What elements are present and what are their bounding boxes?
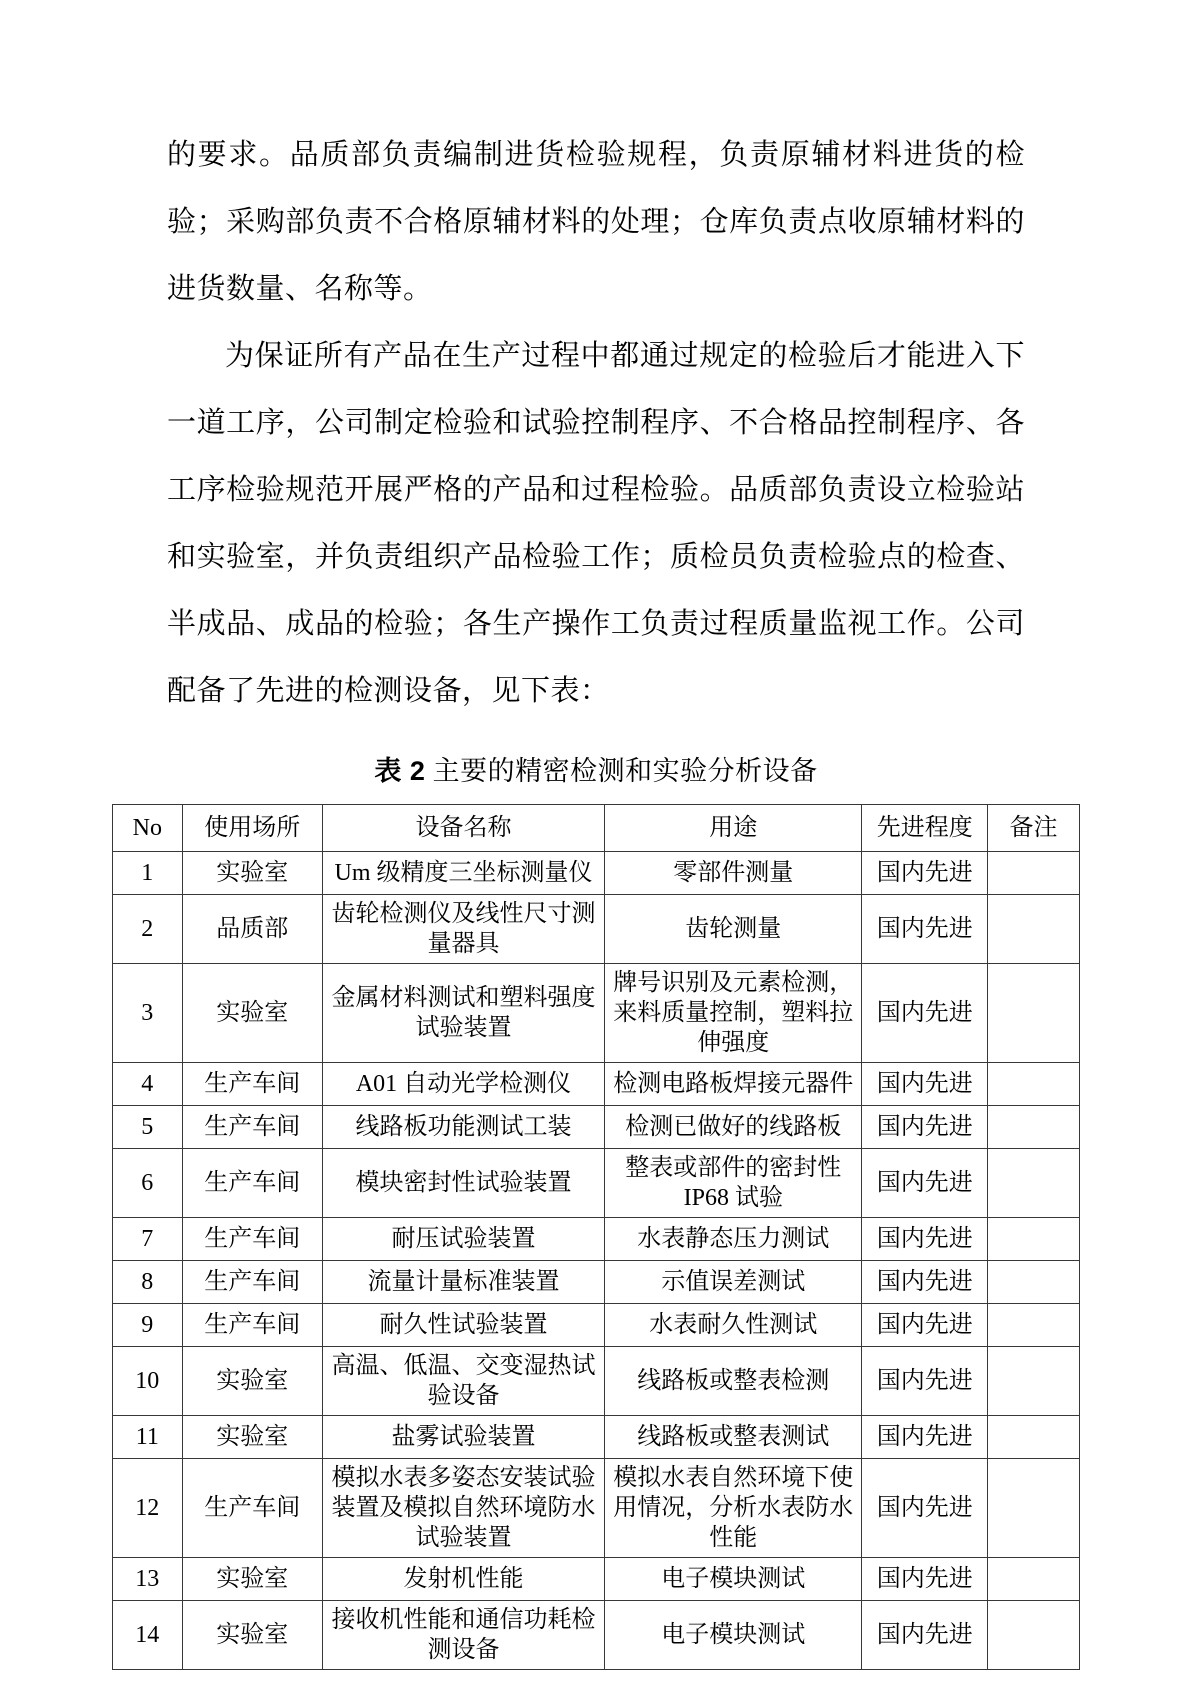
table-cell: 国内先进 — [862, 1601, 988, 1670]
table-cell: 模拟水表自然环境下使用情况，分析水表防水性能 — [605, 1459, 862, 1558]
paragraph-process-inspection: 为保证所有产品在生产过程中都通过规定的检验后才能进入下一道工序，公司制定检验和试验控制程序、不合格品控制程序、各工序检验规范开展严格的产品和过程检验。品质部负责设立检验站和实验室，并负责组织产品检验工作；质检员负责检验点的检查、半成品、成品的检验；各生产操作工负责过程质量监视工作。公司配备了先进的检测设备，见下表： — [167, 340, 1025, 707]
table-row — [113, 1601, 1080, 1670]
table-cell: A01 自动光学检测仪 — [322, 1063, 604, 1106]
table-cell — [988, 1149, 1080, 1218]
table-row — [113, 1416, 1080, 1459]
column-header: 先进程度 — [862, 805, 988, 852]
table-cell: 检测电路板焊接元器件 — [605, 1063, 862, 1106]
table-cell: 高温、低温、交变湿热试验设备 — [322, 1347, 604, 1416]
table-row — [113, 1218, 1080, 1261]
table-cell — [988, 895, 1080, 964]
table-row — [113, 1261, 1080, 1304]
table-cell: 实验室 — [182, 1558, 322, 1601]
table-cell: 零部件测量 — [605, 852, 862, 895]
table-cell: 国内先进 — [862, 852, 988, 895]
body-text-block — [167, 122, 1025, 725]
table-cell: 国内先进 — [862, 1218, 988, 1261]
table-cell: 检测已做好的线路板 — [605, 1106, 862, 1149]
table-row — [113, 1558, 1080, 1601]
column-header: 用途 — [605, 805, 862, 852]
table-cell: 国内先进 — [862, 895, 988, 964]
table-cell — [988, 964, 1080, 1063]
table-row — [113, 1459, 1080, 1558]
table-cell — [988, 1304, 1080, 1347]
table-cell: 整表或部件的密封性 IP68 试验 — [605, 1149, 862, 1218]
table-cell: 2 — [113, 895, 183, 964]
table-cell — [988, 1063, 1080, 1106]
table-cell: Um 级精度三坐标测量仪 — [322, 852, 604, 895]
equipment-table — [112, 804, 1080, 1670]
table-cell: 国内先进 — [862, 1558, 988, 1601]
table-cell: 模拟水表多姿态安装试验装置及模拟自然环境防水试验装置 — [322, 1459, 604, 1558]
table-cell: 线路板或整表检测 — [605, 1347, 862, 1416]
table-cell: 国内先进 — [862, 1416, 988, 1459]
table-cell: 国内先进 — [862, 1304, 988, 1347]
table-cell: 水表静态压力测试 — [605, 1218, 862, 1261]
table-row — [113, 1149, 1080, 1218]
table-cell — [988, 1558, 1080, 1601]
table-cell — [988, 1106, 1080, 1149]
table-cell: 接收机性能和通信功耗检测设备 — [322, 1601, 604, 1670]
table-cell: 5 — [113, 1106, 183, 1149]
column-header: 使用场所 — [182, 805, 322, 852]
table-cell: 14 — [113, 1601, 183, 1670]
table-cell: 11 — [113, 1416, 183, 1459]
table-cell: 4 — [113, 1063, 183, 1106]
table-cell — [988, 1218, 1080, 1261]
table-cell: 齿轮检测仪及线性尺寸测量器具 — [322, 895, 604, 964]
table-cell: 国内先进 — [862, 1459, 988, 1558]
table-cell: 生产车间 — [182, 1459, 322, 1558]
table-cell: 实验室 — [182, 1416, 322, 1459]
table-cell — [988, 1261, 1080, 1304]
table-cell: 线路板或整表测试 — [605, 1416, 862, 1459]
table-cell: 生产车间 — [182, 1304, 322, 1347]
table-cell: 水表耐久性测试 — [605, 1304, 862, 1347]
table-cell: 流量计量标准装置 — [322, 1261, 604, 1304]
table-caption-label: 表 2 — [374, 756, 426, 786]
column-header: No — [113, 805, 183, 852]
table-cell: 3 — [113, 964, 183, 1063]
table-cell: 电子模块测试 — [605, 1601, 862, 1670]
table-cell — [988, 1601, 1080, 1670]
table-cell: 国内先进 — [862, 964, 988, 1063]
table-cell: 生产车间 — [182, 1063, 322, 1106]
table-cell: 6 — [113, 1149, 183, 1218]
table-cell: 生产车间 — [182, 1218, 322, 1261]
table-caption-text: 主要的精密检测和实验分析设备 — [432, 756, 818, 786]
table-cell: 线路板功能测试工装 — [322, 1106, 604, 1149]
table-row — [113, 852, 1080, 895]
table-cell: 生产车间 — [182, 1149, 322, 1218]
table-cell: 金属材料测试和塑料强度试验装置 — [322, 964, 604, 1063]
table-cell: 国内先进 — [862, 1347, 988, 1416]
table-cell — [988, 1459, 1080, 1558]
table-cell: 12 — [113, 1459, 183, 1558]
table-cell: 国内先进 — [862, 1063, 988, 1106]
table-cell — [988, 1416, 1080, 1459]
table-cell: 生产车间 — [182, 1261, 322, 1304]
table-row — [113, 1347, 1080, 1416]
table-cell: 9 — [113, 1304, 183, 1347]
table-cell: 8 — [113, 1261, 183, 1304]
table-row — [113, 964, 1080, 1063]
table-cell: 耐压试验装置 — [322, 1218, 604, 1261]
table-caption — [112, 749, 1080, 788]
column-header: 设备名称 — [322, 805, 604, 852]
table-cell: 品质部 — [182, 895, 322, 964]
column-header: 备注 — [988, 805, 1080, 852]
table-cell: 国内先进 — [862, 1149, 988, 1218]
table-row — [113, 1304, 1080, 1347]
table-cell: 模块密封性试验装置 — [322, 1149, 604, 1218]
table-cell: 国内先进 — [862, 1261, 988, 1304]
table-cell: 电子模块测试 — [605, 1558, 862, 1601]
table-body — [113, 852, 1080, 1670]
table-cell: 齿轮测量 — [605, 895, 862, 964]
table-cell: 7 — [113, 1218, 183, 1261]
table-cell — [988, 1347, 1080, 1416]
table-cell: 发射机性能 — [322, 1558, 604, 1601]
table-cell: 盐雾试验装置 — [322, 1416, 604, 1459]
table-cell: 牌号识别及元素检测，来料质量控制，塑料拉伸强度 — [605, 964, 862, 1063]
table-cell: 耐久性试验装置 — [322, 1304, 604, 1347]
table-cell: 国内先进 — [862, 1106, 988, 1149]
table-cell: 示值误差测试 — [605, 1261, 862, 1304]
table-cell: 生产车间 — [182, 1106, 322, 1149]
table-cell: 实验室 — [182, 964, 322, 1063]
table-cell — [988, 852, 1080, 895]
table-cell: 实验室 — [182, 1601, 322, 1670]
paragraph-incoming-inspection: 的要求。品质部负责编制进货检验规程，负责原辅材料进货的检验；采购部负责不合格原辅材料的处理；仓库负责点收原辅材料的进货数量、名称等。 — [167, 139, 1025, 305]
table-row — [113, 1106, 1080, 1149]
table-cell: 13 — [113, 1558, 183, 1601]
table-cell: 1 — [113, 852, 183, 895]
table-row — [113, 895, 1080, 964]
table-cell: 实验室 — [182, 852, 322, 895]
table-header-row — [113, 805, 1080, 852]
table-cell: 实验室 — [182, 1347, 322, 1416]
table-cell: 10 — [113, 1347, 183, 1416]
table-row — [113, 1063, 1080, 1106]
